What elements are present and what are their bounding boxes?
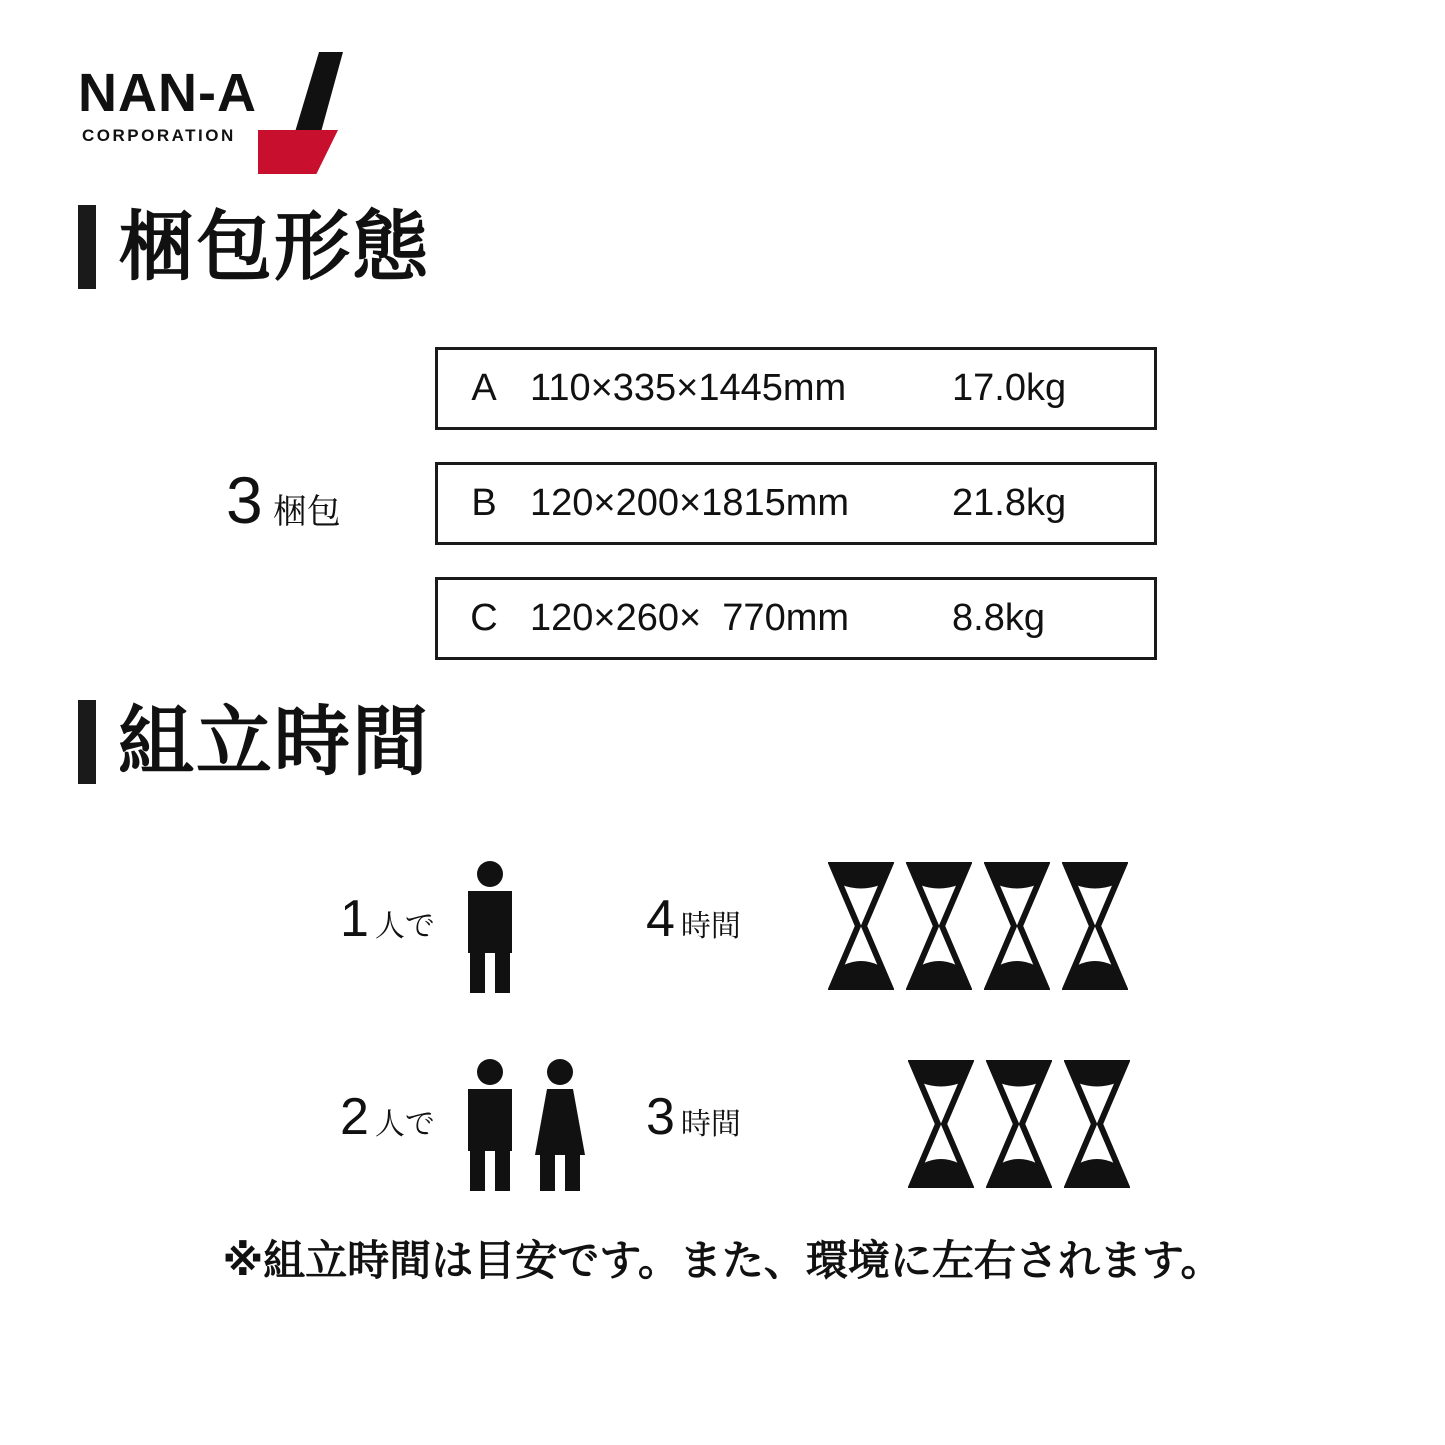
hourglass-icon <box>908 1059 974 1189</box>
table-row <box>435 347 1157 430</box>
assembly-note: ※組立時間は目安です。また、環境に左右されます。 <box>222 1236 1223 1285</box>
person-icons <box>462 861 518 993</box>
hourglass-group <box>828 861 1128 991</box>
time-unit: 時間 <box>680 909 741 944</box>
table-row <box>435 462 1157 545</box>
package-weight: 21.8kg <box>952 482 1067 524</box>
packing-rows <box>435 347 1157 692</box>
package-dimensions: 110×335×1445mm <box>530 367 847 409</box>
packing-section-heading <box>78 202 430 291</box>
package-label: C <box>470 597 498 639</box>
table-row <box>435 577 1157 660</box>
package-weight: 8.8kg <box>952 597 1045 639</box>
brand-name: NAN-A <box>78 63 257 123</box>
people-unit: 人で <box>374 1107 435 1142</box>
person-icon <box>532 1059 588 1191</box>
person-icon <box>462 1059 518 1191</box>
hourglass-icon <box>828 861 894 991</box>
time-count: 3 <box>646 1088 675 1146</box>
person-icons <box>462 1059 588 1191</box>
package-dimensions: 120×200×1815mm <box>530 482 850 524</box>
hourglass-icon <box>906 861 972 991</box>
packing-heading-text: 梱包形態 <box>118 202 430 291</box>
packing-count-number: 3 <box>226 463 263 537</box>
brand-subtitle: CORPORATION <box>82 126 236 145</box>
hourglass-icon <box>986 1059 1052 1189</box>
hourglass-icon <box>984 861 1050 991</box>
hourglass-icon <box>1062 861 1128 991</box>
brand-logo <box>78 52 338 172</box>
heading-bar <box>78 205 96 289</box>
assembly-heading-text: 組立時間 <box>118 697 430 786</box>
people-count: 2 <box>340 1088 369 1146</box>
assembly-row-two-people <box>0 1043 1445 1203</box>
time-unit: 時間 <box>680 1107 741 1142</box>
package-dimensions: 120×260× 770mm <box>530 597 850 639</box>
people-count: 1 <box>340 890 369 948</box>
logo-mark-icon <box>228 52 388 177</box>
assembly-row-one-person <box>0 845 1445 1005</box>
packing-count <box>226 462 341 538</box>
packing-count-unit: 梱包 <box>272 492 341 532</box>
hourglass-icon <box>1064 1059 1130 1189</box>
people-unit: 人で <box>374 909 435 944</box>
people-label <box>340 1087 435 1147</box>
assembly-rows <box>0 845 1445 1241</box>
heading-bar <box>78 700 96 784</box>
assembly-section-heading <box>78 697 430 786</box>
hourglass-group <box>908 1059 1130 1189</box>
person-icon <box>462 861 518 993</box>
time-label <box>646 889 741 949</box>
people-label <box>340 889 435 949</box>
time-count: 4 <box>646 890 675 948</box>
time-label <box>646 1087 741 1147</box>
package-label: A <box>471 367 497 409</box>
package-label: B <box>471 482 497 524</box>
package-weight: 17.0kg <box>952 367 1067 409</box>
